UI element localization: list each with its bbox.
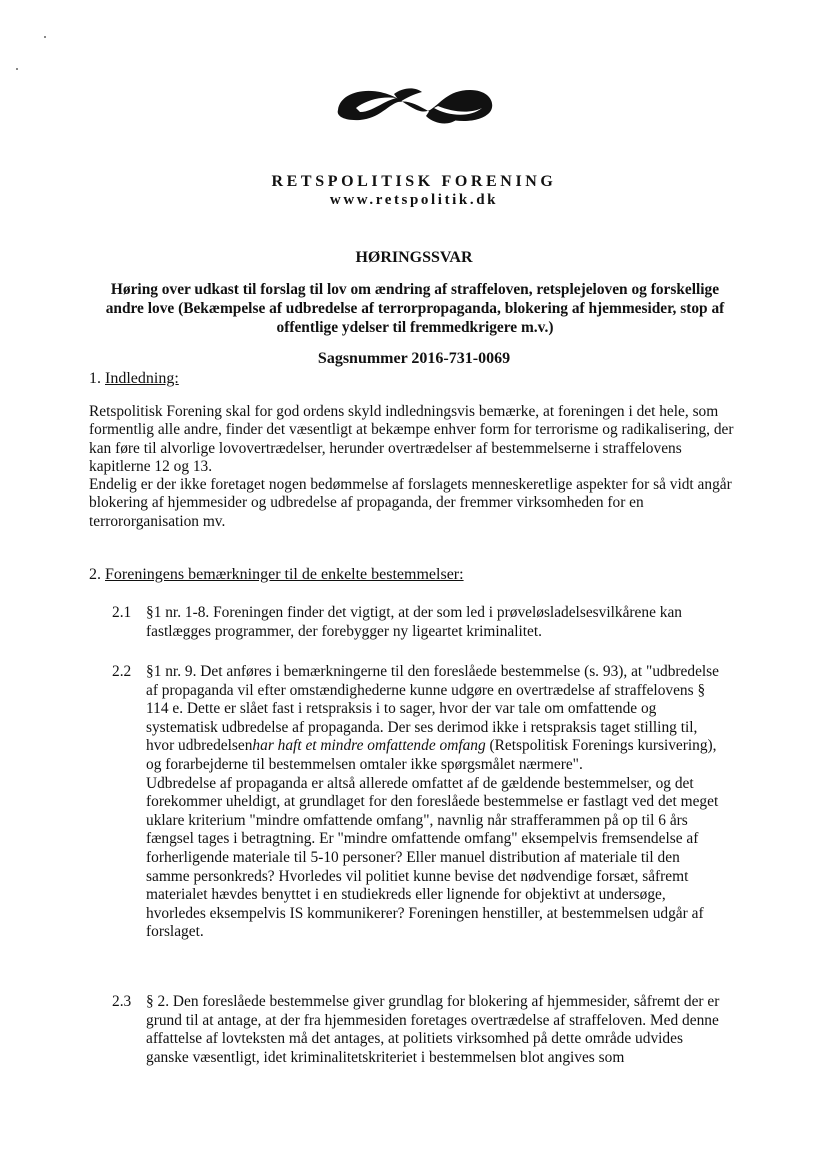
section-1-heading bbox=[89, 370, 179, 388]
item-text-part: (Retspolitisk Forenings kursivering), og forarbejderne til bestemmelsen omtaler ikke spørgsmålet nærmere". bbox=[146, 737, 717, 773]
item-number: 2.3 bbox=[112, 993, 132, 1010]
hearing-subject: Høring over udkast til forslag til lov om ændring af straffeloven, retsplejeloven og forskellige andre love (Bekæmpelse af udbredelse af terrorpropaganda, blokering af hjemmesider, stop af offentlige ydelser til fremmedkrigere m.v.) bbox=[105, 281, 725, 336]
intro-paragraph: Retspolitisk Forening skal for god ordens skyld indledningsvis bemærke, at foreningen i det hele, som formentlig alle andre, finder det væsentligt at bekæmpe enhver form for terrorisme og radikalisering, der kan føre til alvorlige lovovertrædelser, herunder overtrædelser af bestemmelserne i straffelovens kapitlerne 12 og 13. bbox=[89, 403, 734, 475]
scan-speck bbox=[16, 68, 18, 70]
document-type-title: HØRINGSSVAR bbox=[355, 249, 473, 266]
item-number: 2.1 bbox=[112, 604, 132, 621]
scan-speck bbox=[44, 36, 46, 38]
organization-website: www.retspolitik.dk bbox=[329, 192, 499, 208]
section-2-heading bbox=[89, 566, 464, 584]
section-title: Foreningens bemærkninger til de enkelte bestemmelser: bbox=[105, 566, 464, 583]
item-text-part: §1 nr. 9. Det anføres i bemærkningerne til den foreslåede bestemmelse (s. 93), at "udbredelse af propaganda vil efter omstændighederne kunne udgøre en overtrædelse af straffelovens § 114 e. Dette er slået fast i retspraksis i to sager, hvor der var tale om omfattende og systematisk udbredelse af propaganda. Der ses derimod ikke i retspraksis taget stilling til, hvor udbredelsen bbox=[146, 663, 719, 755]
italic-quote: har haft et mindre omfattende omfang bbox=[252, 737, 486, 755]
item-text: § 2. Den foreslåede bestemmelse giver grundlag for blokering af hjemmesider, såfremt der er grund til at antage, at der fra hjemmesiden foretages overtrædelse af straffeloven. Med denne affattelse af lovteksten må det antages, at politiets virksomhed på dette område udvides ganske væsentligt, idet kriminalitetskriteriet i bestemmelsen blot angives som bbox=[146, 993, 720, 1066]
introduction-body bbox=[89, 403, 739, 531]
section-number: 1. bbox=[89, 370, 101, 387]
intro-paragraph: Endelig er der ikke foretaget nogen bedømmelse af forslagets menneskeretlige aspekter for så vidt angår blokering af hjemmesider og udbredelse af propaganda, der fremmer virksomheden for en terrororganisation mv. bbox=[89, 476, 732, 530]
infinity-knot-logo-icon bbox=[330, 80, 500, 130]
item-number: 2.2 bbox=[112, 663, 132, 680]
case-number: Sagsnummer 2016-731-0069 bbox=[317, 350, 511, 367]
section-title: Indledning: bbox=[105, 370, 179, 387]
organization-name: RETSPOLITISK FORENING bbox=[271, 173, 557, 190]
item-text bbox=[146, 663, 722, 775]
section-number: 2. bbox=[89, 566, 101, 583]
item-text: §1 nr. 1-8. Foreningen finder det vigtigt, at der som led i prøveløsladelsesvilkårene kan fastlægges programmer, der forebygger ny ligeartet kriminalitet. bbox=[146, 604, 682, 640]
item-text: Udbredelse af propaganda er altså allerede omfattet af de gældende bestemmelser, og det forekommer uheldigt, at grundlaget for den foreslåede bestemmelse er fastlagt ved det meget uklare kriterium "mindre omfattende omfang", navnlig når strafferammen på op til 6 års fængsel tages i betragtning. Er "mindre omfattende omfang" eksempelvis fremsendelse af forherligende materiale til 5-10 personer? Eller manuel distribution af materiale til den samme personkreds? Hvorledes vil politiet kunne bevise det nødvendige forsæt, såfremt materialet hævdes benyttet i en studiekreds eller lignende for objektivt at undersøge, hvorledes eksempelvis IS kommunikerer? Foreningen henstiller, at bestemmelsen udgår af forslaget. bbox=[146, 774, 719, 941]
